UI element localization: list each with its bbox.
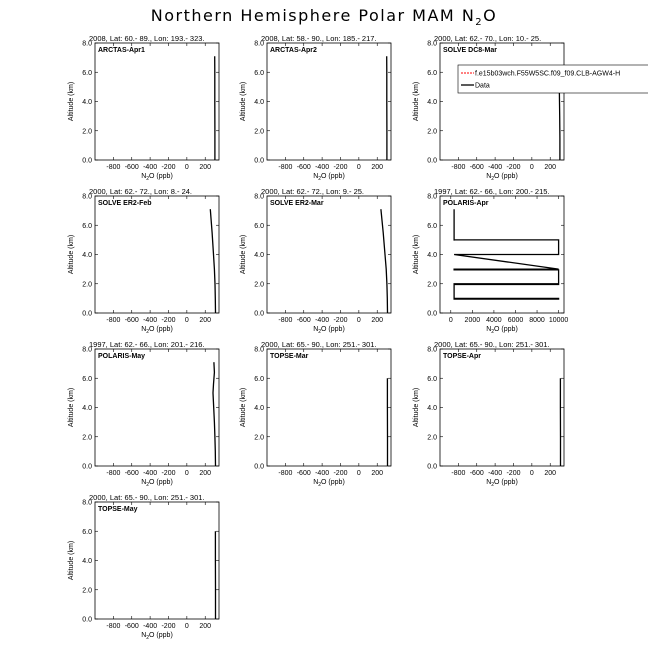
data-series-line — [381, 209, 388, 313]
y-tick-label: 6.0 — [82, 375, 92, 383]
y-tick-label: 2.0 — [427, 434, 437, 442]
y-tick-label: 8.0 — [427, 40, 437, 48]
x-tick-label: -600 — [124, 623, 139, 630]
y-tick-label: 0.0 — [254, 310, 264, 318]
x-tick-label: -600 — [124, 164, 139, 171]
y-axis-label: Altitude (km) — [68, 540, 75, 581]
legend-model-label: f.e15b03wch.F55W5SC.f09_f09.CLB-AGW4-H — [475, 70, 621, 78]
panel-header: 2008, Lat: 58.- 90., Lon: 185.- 217. — [261, 34, 377, 43]
x-tick-label: -800 — [278, 470, 293, 477]
y-tick-label: 6.0 — [82, 222, 92, 230]
y-tick-label: 2.0 — [254, 128, 264, 136]
x-tick-label: -400 — [488, 164, 503, 171]
x-axis-label: $N_2O$ (ppb) — [141, 326, 173, 335]
x-tick-label: -200 — [333, 317, 348, 324]
y-axis-label: Altitude (km) — [68, 234, 75, 275]
y-tick-label: 2.0 — [254, 281, 264, 289]
y-tick-label: 6.0 — [254, 222, 264, 230]
plot-frame — [440, 43, 564, 160]
x-tick-label: 200 — [544, 470, 557, 477]
y-tick-label: 4.0 — [254, 252, 264, 259]
panel-label: ARCTAS-Apr2 — [270, 47, 317, 54]
x-tick-label: 200 — [199, 623, 212, 630]
y-tick-label: 4.0 — [82, 405, 92, 412]
y-tick-label: 4.0 — [427, 99, 437, 106]
x-tick-label: -600 — [296, 317, 311, 324]
plot-frame — [95, 349, 219, 466]
y-tick-label: 4.0 — [82, 558, 92, 565]
y-tick-label: 0.0 — [427, 310, 437, 318]
x-tick-label: -800 — [106, 164, 121, 171]
x-tick-label: 4000 — [486, 317, 502, 324]
x-tick-label: -200 — [161, 470, 176, 477]
x-tick-label: -400 — [488, 470, 503, 477]
panel-label: TOPSE-Mar — [270, 353, 309, 360]
x-tick-label: -200 — [161, 164, 176, 171]
x-axis-label: $N_2O$ (ppb) — [486, 479, 518, 488]
y-tick-label: 2.0 — [427, 281, 437, 289]
y-axis-label: Altitude (km) — [413, 234, 420, 275]
panel-9 — [413, 340, 564, 488]
y-axis-label: Altitude (km) — [68, 387, 75, 428]
data-series-line — [213, 362, 216, 466]
panel-label: SOLVE ER2-Mar — [270, 200, 324, 207]
y-tick-label: 4.0 — [427, 405, 437, 412]
x-axis-label: $N_2O$ (ppb) — [486, 173, 518, 182]
x-tick-label: 200 — [199, 470, 212, 477]
y-tick-label: 2.0 — [82, 281, 92, 289]
x-tick-label: -600 — [124, 317, 139, 324]
x-tick-label: -400 — [143, 623, 158, 630]
x-tick-label: -200 — [161, 317, 176, 324]
panel-header: 2008, Lat: 60.- 89., Lon: 193.- 323. — [89, 34, 205, 43]
x-tick-label: 2000 — [464, 317, 481, 324]
y-tick-label: 8.0 — [254, 346, 264, 354]
y-axis-label: Altitude (km) — [240, 234, 247, 275]
panel-10 — [68, 493, 219, 641]
x-tick-label: -600 — [469, 470, 484, 477]
panel-2 — [240, 34, 391, 182]
x-tick-label: -600 — [469, 164, 484, 171]
x-tick-label: 6000 — [507, 317, 524, 324]
y-tick-label: 4.0 — [254, 99, 264, 106]
panel-label: SOLVE DC8-Mar — [443, 47, 497, 54]
panel-label: POLARIS-Apr — [443, 200, 489, 207]
y-tick-label: 4.0 — [82, 252, 92, 259]
x-tick-label: -400 — [143, 317, 158, 324]
y-axis-label: Altitude (km) — [68, 81, 75, 122]
x-tick-label: -200 — [333, 164, 348, 171]
y-tick-label: 6.0 — [254, 375, 264, 383]
y-tick-label: 2.0 — [427, 128, 437, 136]
panel-5 — [240, 187, 391, 335]
y-tick-label: 2.0 — [254, 434, 264, 442]
plot-frame — [267, 349, 391, 466]
panel-6 — [413, 187, 568, 335]
x-tick-label: -800 — [451, 164, 466, 171]
x-tick-label: 0 — [184, 623, 189, 630]
legend — [458, 65, 648, 93]
panel-header: 2000, Lat: 65.- 90., Lon: 251.- 301. — [89, 493, 205, 502]
data-series-line — [454, 209, 558, 299]
y-tick-label: 8.0 — [254, 40, 264, 48]
data-series-line — [559, 85, 560, 160]
panel-header: 2000, Lat: 65.- 90., Lon: 251.- 301. — [261, 340, 377, 349]
y-tick-label: 8.0 — [82, 346, 92, 354]
y-tick-label: 2.0 — [82, 128, 92, 136]
panel-label: SOLVE ER2-Feb — [98, 200, 152, 207]
legend-data-label: Data — [475, 82, 490, 90]
x-tick-label: 0 — [356, 164, 361, 171]
x-axis-label: $N_2O$ (ppb) — [141, 479, 173, 488]
y-tick-label: 0.0 — [254, 463, 264, 471]
x-tick-label: 0 — [184, 317, 189, 324]
x-tick-label: -200 — [161, 623, 176, 630]
panel-label: TOPSE-May — [98, 506, 138, 513]
y-tick-label: 2.0 — [82, 587, 92, 595]
y-tick-label: 8.0 — [82, 40, 92, 48]
y-tick-label: 6.0 — [82, 69, 92, 77]
panel-8 — [240, 340, 391, 488]
data-series-line — [210, 209, 215, 313]
y-tick-label: 2.0 — [82, 434, 92, 442]
plot-frame — [267, 43, 391, 160]
x-tick-label: 0 — [529, 470, 534, 477]
y-tick-label: 6.0 — [427, 222, 437, 230]
x-tick-label: -200 — [506, 470, 521, 477]
x-axis-label: $N_2O$ (ppb) — [313, 479, 345, 488]
y-tick-label: 4.0 — [427, 252, 437, 259]
x-axis-label: $N_2O$ (ppb) — [486, 326, 518, 335]
x-tick-label: 200 — [371, 317, 384, 324]
title-suffix: O — [483, 6, 498, 25]
x-tick-label: -400 — [315, 470, 330, 477]
y-tick-label: 8.0 — [427, 346, 437, 354]
x-tick-label: 10000 — [548, 317, 569, 324]
y-tick-label: 8.0 — [427, 193, 437, 201]
panel-header: 2000, Lat: 62.- 70., Lon: 10.- 25. — [434, 34, 542, 43]
x-tick-label: -800 — [106, 623, 121, 630]
y-tick-label: 4.0 — [254, 405, 264, 412]
x-tick-label: -600 — [296, 470, 311, 477]
x-tick-label: 200 — [371, 164, 384, 171]
title-subscript: 2 — [475, 17, 484, 29]
x-axis-label: $N_2O$ (ppb) — [313, 326, 345, 335]
x-tick-label: -400 — [143, 470, 158, 477]
x-tick-label: -200 — [506, 164, 521, 171]
panel-header: 2000, Lat: 65.- 90., Lon: 251.- 301. — [434, 340, 550, 349]
plot-frame — [95, 43, 219, 160]
y-axis-label: Altitude (km) — [240, 387, 247, 428]
plot-frame — [440, 349, 564, 466]
x-tick-label: -800 — [451, 470, 466, 477]
y-tick-label: 6.0 — [427, 375, 437, 383]
panel-label: TOPSE-Apr — [443, 353, 481, 360]
y-tick-label: 0.0 — [427, 463, 437, 471]
y-axis-label: Altitude (km) — [240, 81, 247, 122]
x-tick-label: 200 — [371, 470, 384, 477]
y-tick-label: 8.0 — [82, 499, 92, 507]
panel-label: POLARIS-May — [98, 353, 146, 360]
y-tick-label: 6.0 — [427, 69, 437, 77]
x-tick-label: -200 — [333, 470, 348, 477]
x-tick-label: 200 — [544, 164, 557, 171]
x-tick-label: -600 — [124, 470, 139, 477]
y-tick-label: 0.0 — [82, 616, 92, 624]
x-tick-label: 0 — [356, 470, 361, 477]
x-tick-label: 8000 — [529, 317, 545, 324]
plot-frame — [267, 196, 391, 313]
x-tick-label: 200 — [199, 317, 212, 324]
y-tick-label: 6.0 — [82, 528, 92, 536]
x-tick-label: 0 — [448, 317, 453, 324]
panel-4 — [68, 187, 219, 335]
panel-label: ARCTAS-Apr1 — [98, 47, 145, 54]
panel-header: 1997, Lat: 62.- 66., Lon: 200.- 215. — [434, 187, 550, 196]
y-tick-label: 0.0 — [254, 157, 264, 165]
x-tick-label: -800 — [106, 470, 121, 477]
y-tick-label: 0.0 — [427, 157, 437, 165]
x-tick-label: -400 — [315, 317, 330, 324]
x-tick-label: -800 — [278, 317, 293, 324]
x-axis-label: $N_2O$ (ppb) — [141, 632, 173, 641]
y-tick-label: 8.0 — [82, 193, 92, 201]
y-tick-label: 0.0 — [82, 157, 92, 165]
plot-frame — [95, 502, 219, 619]
plot-frame — [95, 196, 219, 313]
y-tick-label: 6.0 — [254, 69, 264, 77]
y-tick-label: 0.0 — [82, 310, 92, 318]
y-axis-label: Altitude (km) — [413, 81, 420, 122]
x-tick-label: -800 — [278, 164, 293, 171]
panel-1 — [68, 34, 219, 182]
x-tick-label: 200 — [199, 164, 212, 171]
y-tick-label: 4.0 — [82, 99, 92, 106]
panel-3 — [413, 34, 648, 182]
panel-header: 2000, Lat: 62.- 72., Lon: 9.- 25. — [261, 187, 364, 196]
x-tick-label: -600 — [296, 164, 311, 171]
y-tick-label: 0.0 — [82, 463, 92, 471]
x-tick-label: -400 — [315, 164, 330, 171]
x-axis-label: $N_2O$ (ppb) — [141, 173, 173, 182]
panel-header: 2000, Lat: 62.- 72., Lon: 8.- 24. — [89, 187, 192, 196]
title-prefix: Northern Hemisphere Polar MAM N — [150, 6, 476, 25]
x-tick-label: 0 — [529, 164, 534, 171]
x-tick-label: -800 — [106, 317, 121, 324]
x-tick-label: 0 — [184, 164, 189, 171]
y-tick-label: 8.0 — [254, 193, 264, 201]
x-tick-label: -400 — [143, 164, 158, 171]
panel-7 — [68, 340, 219, 488]
x-axis-label: $N_2O$ (ppb) — [313, 173, 345, 182]
panel-header: 1997, Lat: 62.- 66., Lon: 201.- 216. — [89, 340, 205, 349]
x-tick-label: 0 — [356, 317, 361, 324]
x-tick-label: 0 — [184, 470, 189, 477]
y-axis-label: Altitude (km) — [413, 387, 420, 428]
